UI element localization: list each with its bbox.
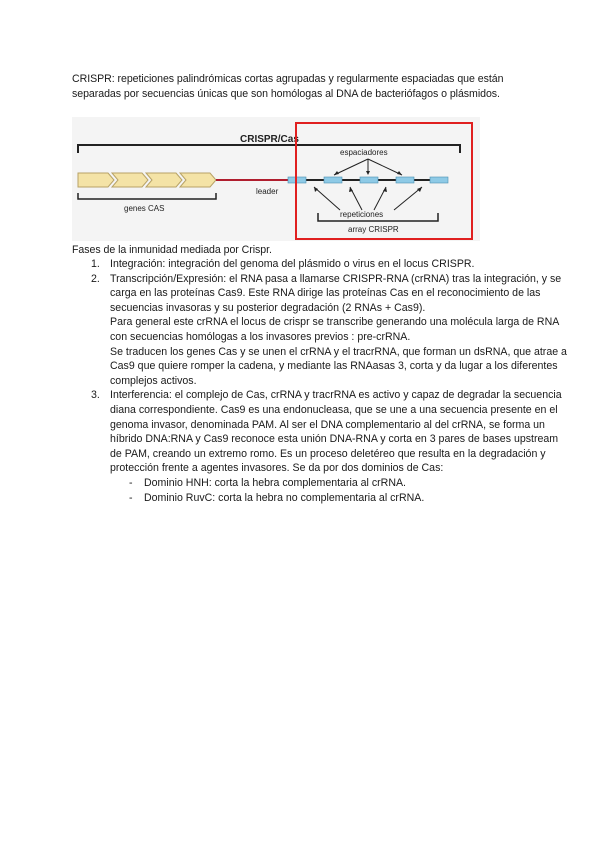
intro-paragraph: CRISPR: repeticiones palindrómicas cortas agrupadas y regularmente espaciadas que están separadas por secuencias únicas que son homólogas al DNA de bacteriófagos o plásmidos. [72,73,504,100]
repeat-4 [396,177,414,183]
crispr-cas-figure [72,117,480,241]
phase-text: Integración: integración del genoma del plásmido o virus en el locus CRISPR. [110,258,475,270]
repeat-2 [324,177,342,183]
list-number: 2. [91,272,100,285]
dash-marker: - [129,476,133,489]
figure-title: CRISPR/Cas [240,134,299,145]
repeats-label: repeticiones [340,210,384,219]
phases-list [72,257,570,505]
sub-list [110,476,570,505]
list-number: 3. [91,389,100,402]
sub-item-text: Dominio HNH: corta la hebra complementaria al crRNA. [144,476,406,489]
phase-text: Interferencia: el complejo de Cas, crRNA y tracrRNA es activo y capaz de degradar la secuencia diana correspondiente. Cas9 es una endonucleasa, que se une a una secuencia presente en el genoma invasor, denominada PAM. Al ser el DNA complementario al del crRNA, se forma un híbrido DNA:RNA y Cas9 reconoce esta unión DNA-RNA y corta en 3 pares de bases upstream de PAM, creando un extremo romo. Es un proceso deletéreo que resulta en la degradación y protección frente a agentes invasores. Se da por dos dominios de Cas: [110,389,562,475]
sub-item-text: Dominio RuvC: corta la hebra no complementaria al crRNA. [144,491,425,504]
phase-text: Transcripción/Expresión: el RNA pasa a llamarse CRISPR-RNA (crRNA) tras la integración, y se carga en las proteínas Cas9. Este RNA dirige las proteínas Cas en el reconocimiento de las secuencias invasoras y su posterior degradación (2 RNAs + Cas9). [110,272,562,314]
list-number: 1. [91,258,100,270]
leader-label: leader [256,187,279,196]
list-item [91,388,570,505]
spacers-label: espaciadores [340,148,388,157]
genes-cas-label: genes CAS [124,204,165,213]
phases-title: Fases de la inmunidad mediada por Crispr. [72,244,272,256]
sub-list-item [129,476,570,491]
list-item [91,272,570,389]
list-item [91,257,570,272]
repeat-3 [360,177,378,183]
dash-marker: - [129,491,133,504]
phase-text: Para general este crRNA el locus de crispr se transcribe generando una molécula larga de RNA con secuencias homólogas a los invasores previos : pre-crRNA. [110,316,559,343]
sub-list-item [129,491,570,506]
phase-text: Se traducen los genes Cas y se unen el crRNA y el tracrRNA, que forman un dsRNA, que atrae a Cas9 que quiere romper la cadena, y mediante las RNAasas 3, corta y da lugar a los diferentes complejos activos. [110,345,567,387]
repeat-5 [430,177,448,183]
array-crispr-label: array CRISPR [348,225,399,234]
